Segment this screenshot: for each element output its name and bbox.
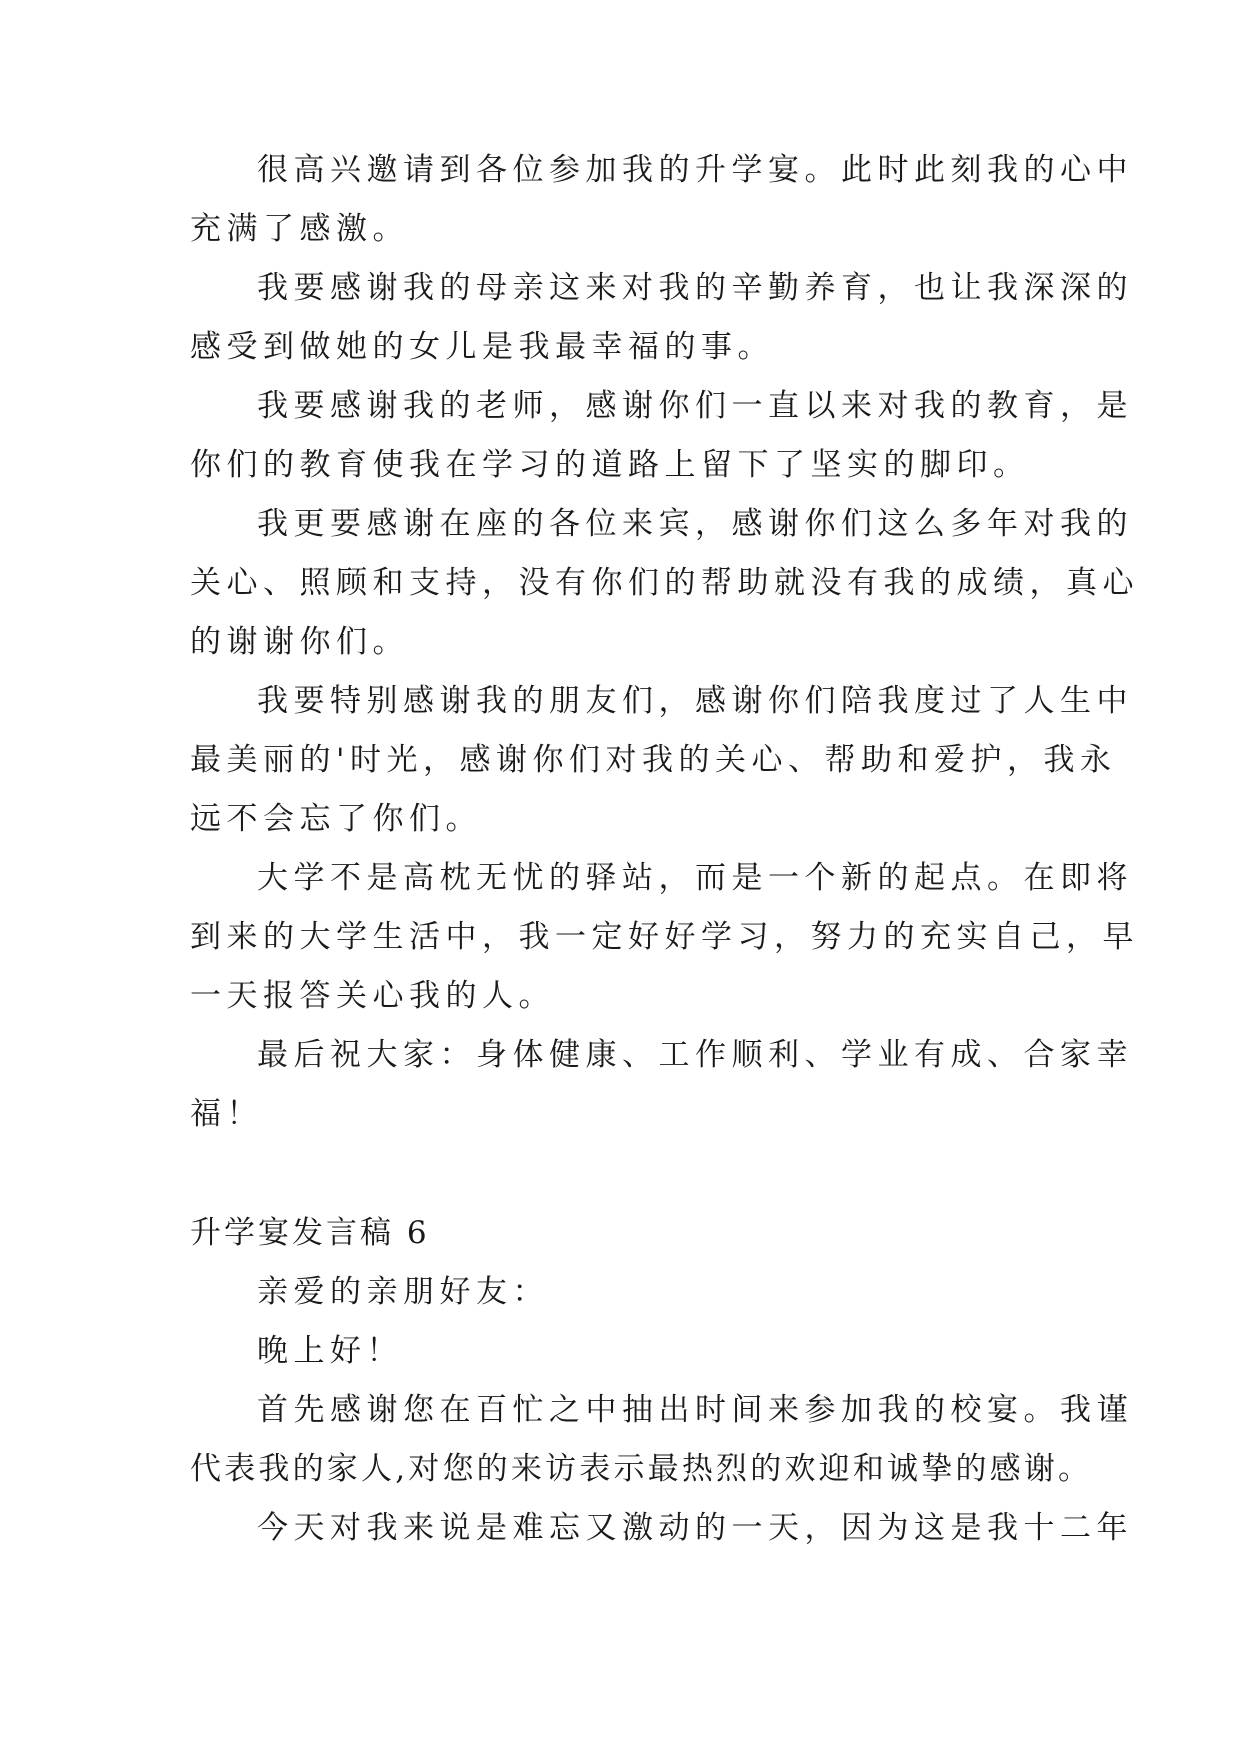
- paragraph-line: 最后祝大家：身体健康、工作顺利、学业有成、合家幸: [257, 1037, 1133, 1073]
- paragraph-line: 最美丽的'时光，感谢你们对我的关心、帮助和爱护，我永: [190, 742, 1117, 778]
- paragraph-line: 我要感谢我的老师，感谢你们一直以来对我的教育，是: [257, 388, 1133, 424]
- paragraph-line: 感受到做她的女儿是我最幸福的事。: [190, 329, 774, 365]
- paragraph-line: 亲爱的亲朋好友：: [257, 1274, 549, 1310]
- paragraph-line: 一天报答关心我的人。: [190, 978, 555, 1014]
- paragraph-line: 很高兴邀请到各位参加我的升学宴。此时此刻我的心中: [257, 152, 1133, 188]
- paragraph-line: 到来的大学生活中，我一定好好学习，努力的充实自己，早: [190, 919, 1139, 955]
- paragraph-line: 福！: [190, 1096, 263, 1132]
- paragraph-line: 大学不是高枕无忧的驿站，而是一个新的起点。在即将: [257, 860, 1133, 896]
- paragraph-line: 的谢谢你们。: [190, 624, 409, 660]
- paragraph-line: 首先感谢您在百忙之中抽出时间来参加我的校宴。我谨: [257, 1392, 1133, 1428]
- paragraph-line: 我要感谢我的母亲这来对我的辛勤养育，也让我深深的: [257, 270, 1133, 306]
- paragraph-line: 关心、照顾和支持，没有你们的帮助就没有我的成绩，真心: [190, 565, 1139, 601]
- paragraph-line: 今天对我来说是难忘又激动的一天，因为这是我十二年: [257, 1510, 1133, 1546]
- paragraph-line: 你们的教育使我在学习的道路上留下了坚实的脚印。: [190, 447, 1030, 483]
- paragraph-line: 远不会忘了你们。: [190, 801, 482, 837]
- paragraph-line: 我更要感谢在座的各位来宾，感谢你们这么多年对我的: [257, 506, 1133, 542]
- section-title: 升学宴发言稿 6: [190, 1215, 430, 1251]
- paragraph-line: 我要特别感谢我的朋友们，感谢你们陪我度过了人生中: [257, 683, 1133, 719]
- paragraph-line: 代表我的家人,对您的来访表示最热烈的欢迎和诚挚的感谢。: [190, 1451, 1093, 1487]
- paragraph-line: 晚上好！: [257, 1333, 403, 1369]
- paragraph-line: 充满了感激。: [190, 211, 409, 247]
